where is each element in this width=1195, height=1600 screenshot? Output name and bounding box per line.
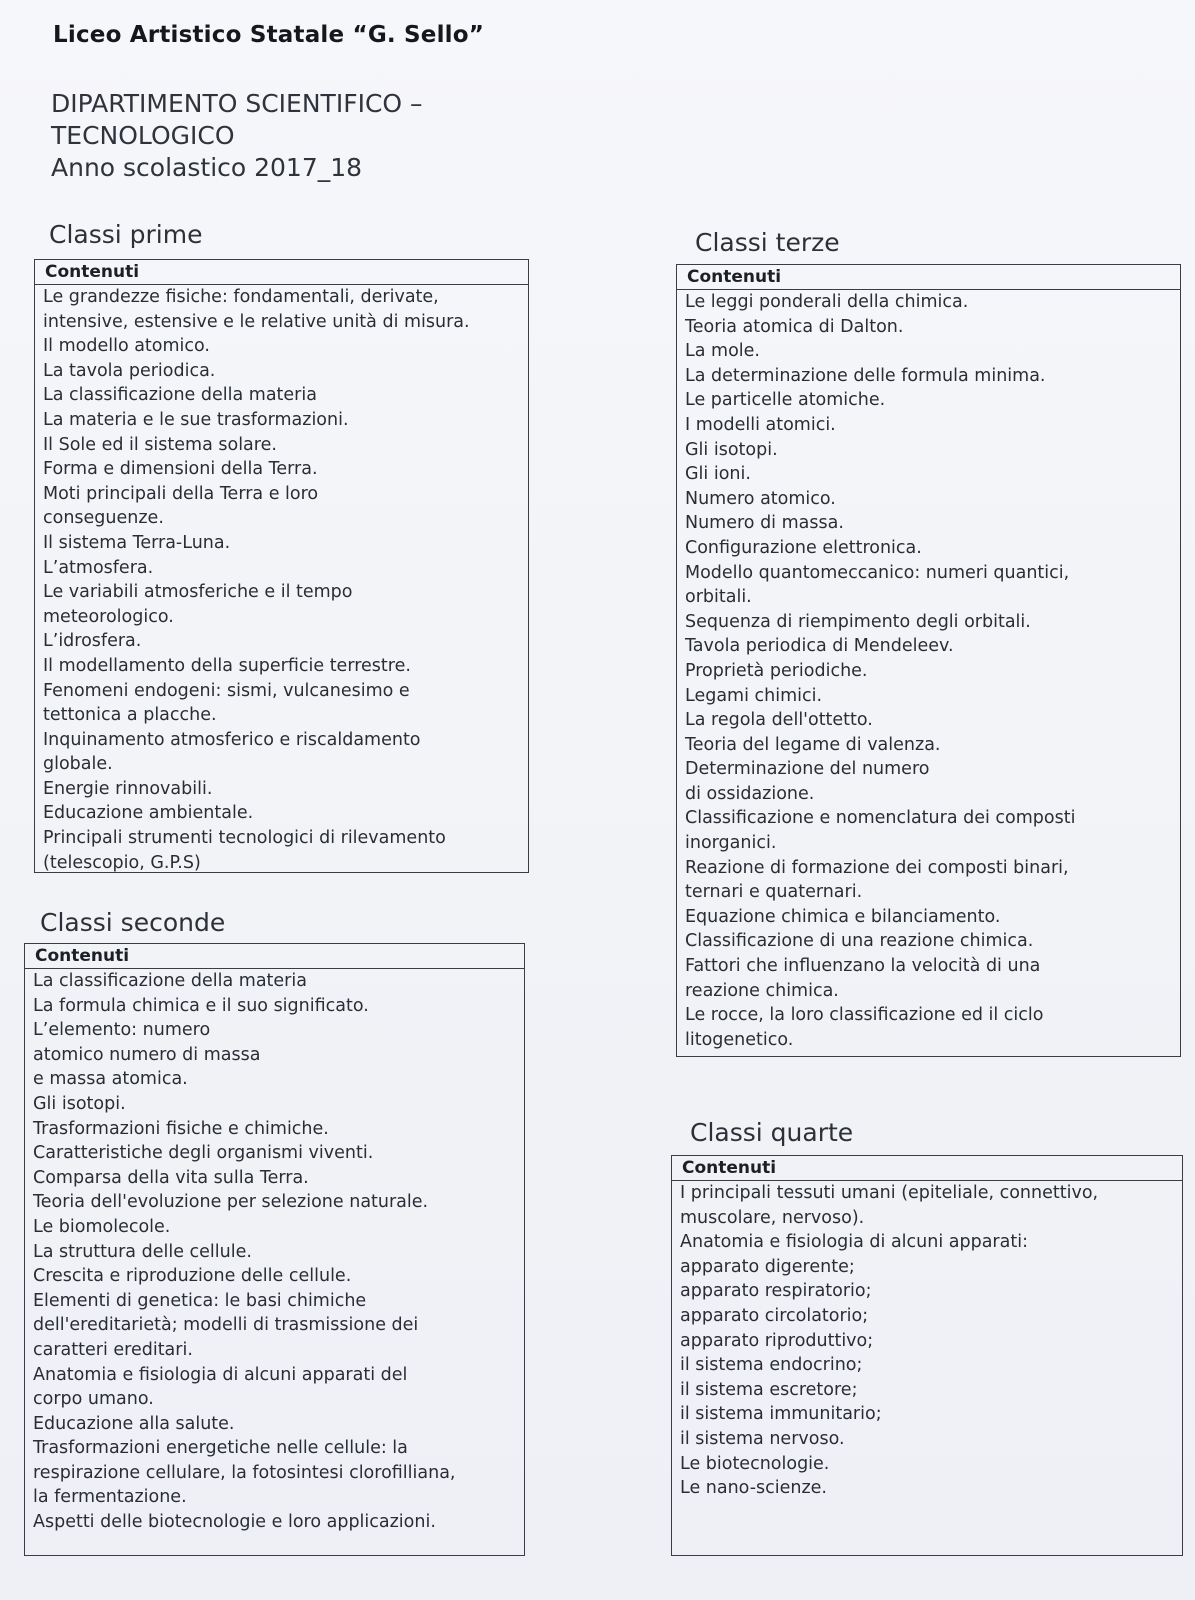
school-name: Liceo Artistico Statale “G. Sello”	[53, 22, 485, 48]
content-line: Moti principali della Terra e loro	[43, 483, 319, 504]
content-line: Aspetti delle biotecnologie e loro applicazioni.	[33, 1512, 436, 1533]
content-line: orbitali.	[685, 587, 752, 608]
content-line: Comparsa della vita sulla Terra.	[33, 1167, 309, 1188]
content-line: Numero di massa.	[685, 513, 844, 534]
content-line: di ossidazione.	[685, 783, 815, 804]
content-line: Fattori che influenzano la velocità di una	[685, 956, 1041, 977]
content-line: la fermentazione.	[33, 1487, 187, 1508]
content-line: Energie rinnovabili.	[43, 778, 213, 799]
content-line: globale.	[43, 754, 113, 775]
content-list-terze	[677, 290, 1180, 1052]
content-line: Le biotecnologie.	[680, 1453, 830, 1474]
content-line: Teoria dell'evoluzione per selezione naturale.	[33, 1192, 429, 1213]
content-box-seconde	[24, 943, 525, 1556]
content-line: corpo umano.	[33, 1389, 154, 1410]
content-line: Caratteristiche degli organismi viventi.	[33, 1143, 374, 1164]
content-line: dell'ereditarietà; modelli di trasmissione dei	[33, 1315, 419, 1336]
content-line: Educazione ambientale.	[43, 803, 254, 824]
content-line: intensive, estensive e le relative unità di misura.	[43, 311, 470, 332]
content-line: meteorologico.	[43, 606, 174, 627]
content-line: Gli ioni.	[685, 464, 751, 485]
content-line: (telescopio, G.P.S)	[43, 852, 201, 873]
content-line: apparato circolatorio;	[680, 1305, 869, 1326]
box-header-seconde: Contenuti	[25, 944, 524, 969]
content-line: apparato riproduttivo;	[680, 1330, 874, 1351]
content-list-seconde	[25, 969, 524, 1535]
content-line: L’elemento: numero	[33, 1020, 211, 1041]
content-line: I principali tessuti umani (epiteliale, connettivo,	[680, 1183, 1099, 1203]
content-line: il sistema endocrino;	[680, 1355, 863, 1376]
content-line: ternari e quaternari.	[685, 882, 863, 903]
content-line: Teoria atomica di Dalton.	[685, 316, 904, 337]
content-line: il sistema escretore;	[680, 1379, 858, 1400]
content-line: Trasformazioni fisiche e chimiche.	[33, 1118, 329, 1139]
content-line: tettonica a placche.	[43, 705, 217, 726]
content-line: Le particelle atomiche.	[685, 390, 886, 411]
content-line: Le leggi ponderali della chimica.	[685, 292, 969, 312]
content-line: apparato respiratorio;	[680, 1281, 872, 1302]
content-list-prime	[35, 285, 528, 875]
content-line: reazione chimica.	[685, 980, 839, 1001]
content-line: Determinazione del numero	[685, 759, 930, 780]
content-line: Le grandezze fisiche: fondamentali, derivate,	[43, 287, 439, 307]
content-line: La classificazione della materia	[43, 385, 317, 406]
content-line: Gli isotopi.	[33, 1093, 126, 1114]
content-line: Sequenza di riempimento degli orbitali.	[685, 611, 1031, 632]
content-line: il sistema immunitario;	[680, 1404, 882, 1425]
box-header-quarte: Contenuti	[672, 1156, 1182, 1181]
box-header-prime: Contenuti	[35, 260, 528, 285]
department-line-2: TECNOLOGICO	[51, 121, 235, 150]
content-box-quarte	[671, 1155, 1183, 1556]
content-line: litogenetico.	[685, 1029, 794, 1050]
content-box-terze	[676, 264, 1181, 1057]
section-title-terze: Classi terze	[695, 228, 840, 257]
content-line: Elementi di genetica: le basi chimiche	[33, 1290, 367, 1311]
content-line: Il Sole ed il sistema solare.	[43, 434, 277, 455]
school-year: Anno scolastico 2017_18	[51, 153, 363, 182]
content-line: La formula chimica e il suo significato.	[33, 995, 369, 1016]
content-list-quarte	[672, 1181, 1182, 1501]
content-line: conseguenze.	[43, 508, 164, 529]
section-title-seconde: Classi seconde	[40, 908, 226, 937]
content-line: L’idrosfera.	[43, 631, 142, 652]
content-line: Numero atomico.	[685, 488, 836, 509]
content-line: I modelli atomici.	[685, 414, 836, 435]
content-line: Equazione chimica e bilanciamento.	[685, 906, 1001, 927]
content-line: Principali strumenti tecnologici di rilevamento	[43, 828, 446, 849]
content-line: La determinazione delle formula minima.	[685, 365, 1046, 386]
content-line: Teoria del legame di valenza.	[685, 734, 941, 755]
content-line: Le variabili atmosferiche e il tempo	[43, 582, 353, 603]
content-box-prime	[34, 259, 529, 873]
content-line: La tavola periodica.	[43, 360, 216, 381]
content-line: Crescita e riproduzione delle cellule.	[33, 1266, 352, 1287]
content-line: muscolare, nervoso).	[680, 1207, 865, 1228]
content-line: Gli isotopi.	[685, 439, 778, 460]
content-line: Trasformazioni energetiche nelle cellule: la	[33, 1438, 408, 1459]
department-block	[51, 88, 423, 184]
content-line: Anatomia e fisiologia di alcuni apparati:	[680, 1232, 1028, 1253]
section-title-prime: Classi prime	[49, 220, 203, 249]
content-line: Il modellamento della superficie terrestre.	[43, 655, 411, 676]
content-line: Il sistema Terra-Luna.	[43, 532, 231, 553]
content-line: La mole.	[685, 341, 760, 362]
content-line: La materia e le sue trasformazioni.	[43, 409, 349, 430]
content-line: Le rocce, la loro classificazione ed il ciclo	[685, 1005, 1044, 1026]
content-line: Forma e dimensioni della Terra.	[43, 459, 318, 480]
content-line: caratteri ereditari.	[33, 1339, 193, 1360]
content-line: Classificazione e nomenclatura dei composti	[685, 808, 1076, 829]
content-line: il sistema nervoso.	[680, 1428, 845, 1449]
content-line: Classificazione di una reazione chimica.	[685, 931, 1034, 952]
content-line: Proprietà periodiche.	[685, 660, 868, 681]
content-line: La struttura delle cellule.	[33, 1241, 252, 1262]
content-line: Modello quantomeccanico: numeri quantici,	[685, 562, 1070, 583]
content-line: atomico numero di massa	[33, 1044, 261, 1065]
section-title-quarte: Classi quarte	[690, 1118, 854, 1147]
content-line: inorganici.	[685, 833, 777, 854]
content-line: Reazione di formazione dei composti binari,	[685, 857, 1069, 878]
content-line: Educazione alla salute.	[33, 1413, 235, 1434]
content-line: Il modello atomico.	[43, 336, 210, 357]
content-line: apparato digerente;	[680, 1256, 855, 1277]
content-line: Inquinamento atmosferico e riscaldamento	[43, 729, 421, 750]
content-line: Anatomia e fisiologia di alcuni apparati del	[33, 1364, 408, 1385]
content-line: Le biomolecole.	[33, 1216, 171, 1237]
content-line: Legami chimici.	[685, 685, 823, 706]
content-line: La regola dell'ottetto.	[685, 710, 873, 731]
content-line: La classificazione della materia	[33, 971, 307, 991]
content-line: Tavola periodica di Mendeleev.	[685, 636, 954, 657]
content-line: respirazione cellulare, la fotosintesi clorofilliana,	[33, 1462, 456, 1483]
content-line: e massa atomica.	[33, 1069, 188, 1090]
box-header-terze: Contenuti	[677, 265, 1180, 290]
content-line: L’atmosfera.	[43, 557, 154, 578]
department-line-1: DIPARTIMENTO SCIENTIFICO –	[51, 89, 423, 118]
content-line: Configurazione elettronica.	[685, 537, 922, 558]
content-line: Fenomeni endogeni: sismi, vulcanesimo e	[43, 680, 410, 701]
content-line: Le nano-scienze.	[680, 1478, 827, 1499]
